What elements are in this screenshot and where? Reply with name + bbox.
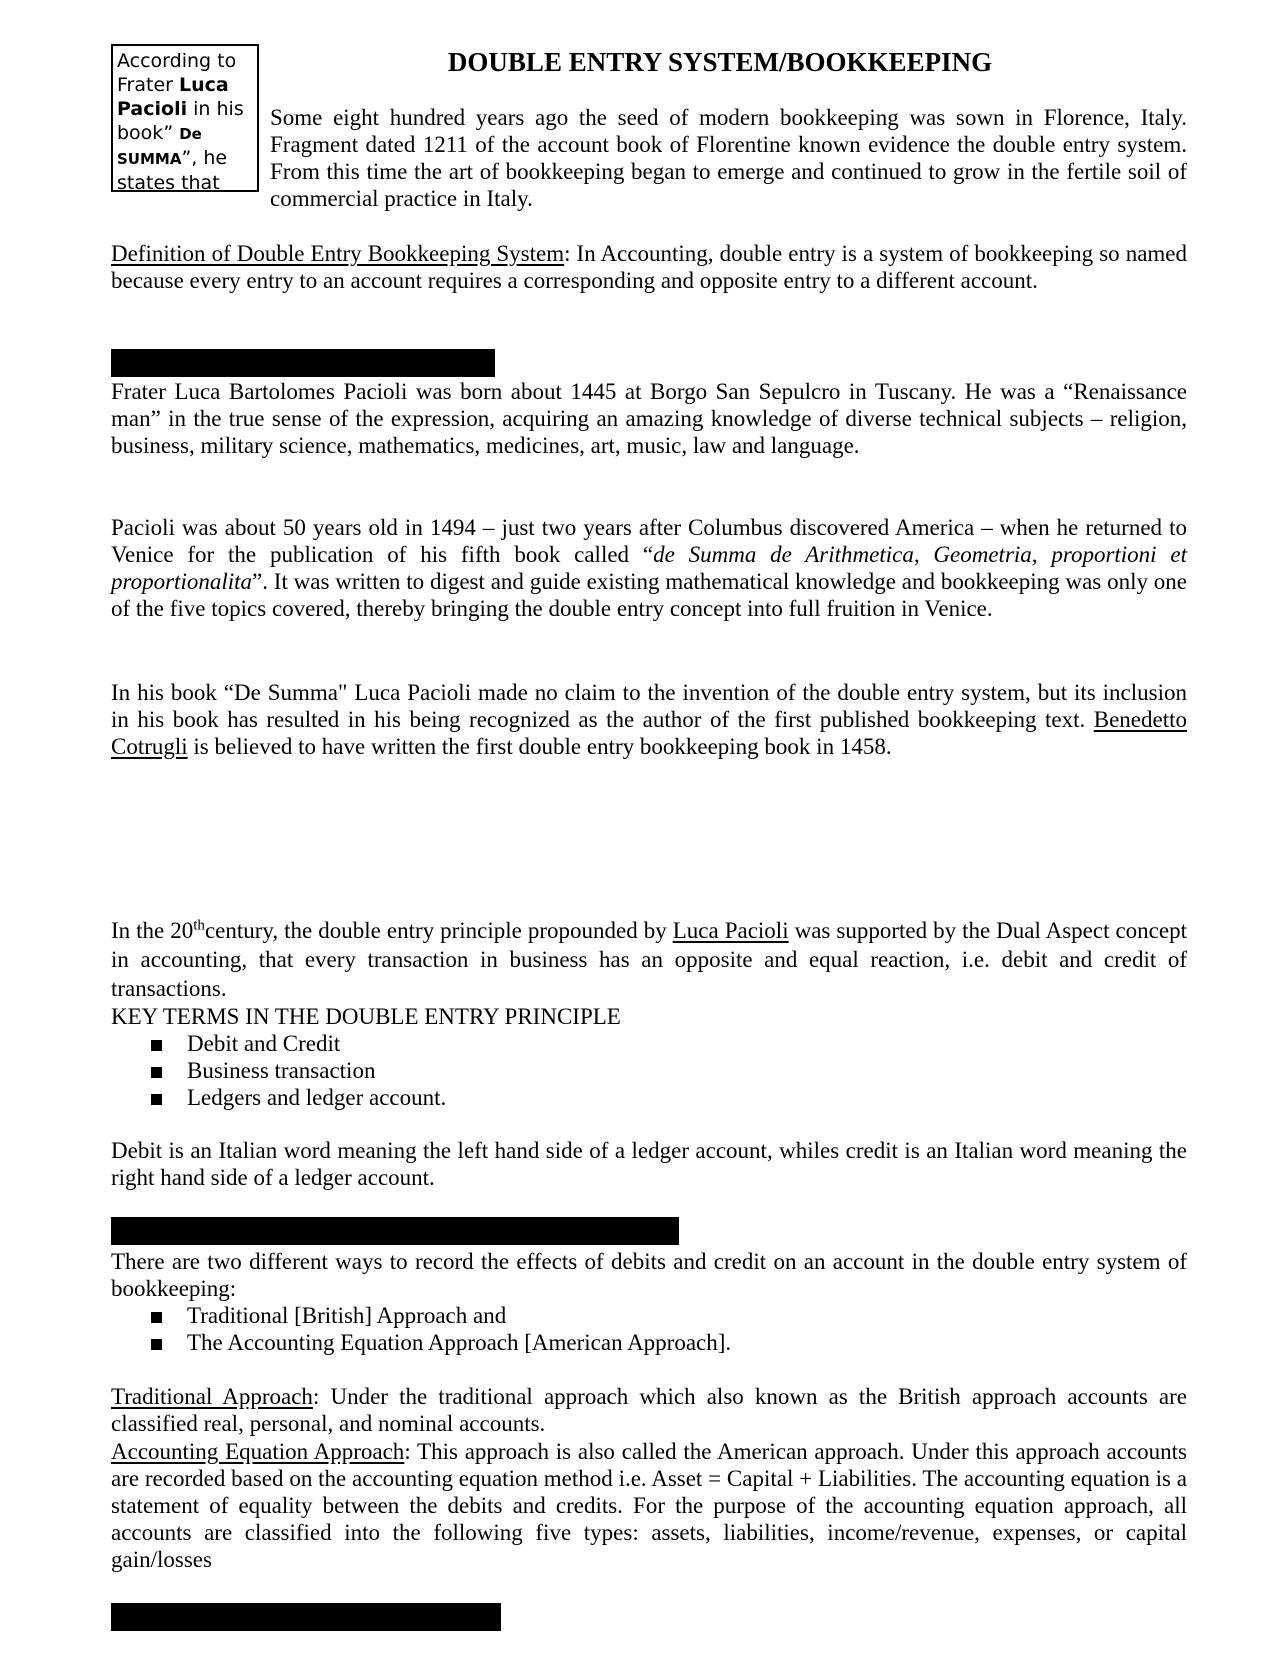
note-name: Luca Pacioli <box>117 74 229 120</box>
definition-term: Definition of Double Entry Bookkeeping System <box>111 241 565 266</box>
equation-text: : This approach is also called the American approach. Under this approach accounts are recorded based on the accounting equation method i.e. Asset = Capital + Liabilities. The accounting equation is a statement of equality between the debits and credits. For the purpose of the accounting equation approach, all accounts are classified into the following five types: assets, liabilities, income/revenue, expenses, or capital gain/losses <box>111 1439 1187 1572</box>
list-item: Ledgers and ledger account. <box>111 1084 1187 1111</box>
traditional-term: Traditional Approach <box>111 1384 313 1409</box>
definition-text: : In Accounting, double entry is a system of bookkeeping so named because every entry to an account requires a corresponding and opposite entry to a different account. <box>111 241 1187 293</box>
cotrugli-name: Benedetto Cotrugli <box>111 707 1187 759</box>
list-item: The Accounting Equation Approach [American Approach]. <box>111 1329 1187 1356</box>
page-title: DOUBLE ENTRY SYSTEM/BOOKKEEPING <box>447 47 993 77</box>
list-item: Traditional [British] Approach and <box>111 1302 1187 1329</box>
traditional-approach-paragraph <box>111 1383 1187 1437</box>
summa-text-after: ”. It was written to digest and guide existing mathematical knowledge and bookkeeping was only one of the five topics covered, thereby bringing the double entry concept into full fruition in Venice. <box>111 569 1187 621</box>
dual-aspect-paragraph <box>111 916 1187 1003</box>
key-terms-heading: KEY TERMS IN THE DOUBLE ENTRY PRINCIPLE <box>111 1004 621 1029</box>
century-sup: th <box>193 917 205 934</box>
cotrugli-paragraph <box>111 679 1187 760</box>
key-terms-list <box>111 1030 1187 1111</box>
century-text-b: century, the double entry principle propounded by <box>204 918 673 943</box>
century-text-c: was supported by the Dual Aspect concept in accounting, that every transaction in business has an opposite and equal reaction, i.e. debit and credit of transactions. <box>111 918 1187 1001</box>
note-text-3: ”, he states that <box>117 147 228 192</box>
redacted-heading <box>111 1603 501 1631</box>
cotrugli-text-before: In his book “De Summa" Luca Pacioli made no claim to the invention of the double entry system, but its inclusion in his book has resulted in his being recognized as the author of the first published bookkeeping text. <box>111 680 1187 732</box>
note-book: De SUMMA <box>117 125 202 168</box>
list-item: Business transaction <box>111 1057 1187 1084</box>
pacioli-bio-paragraph: Frater Luca Bartolomes Pacioli was born about 1445 at Borgo San Sepulcro in Tuscany. He was a “Renaissance man” in the true sense of the expression, acquiring an amazing knowledge of diverse technical subjects – religion, business, military science, mathematics, medicines, art, music, law and language. <box>111 379 1187 458</box>
note-text-1: According to Frater <box>117 50 237 96</box>
list-item: Debit and Credit <box>111 1030 1187 1057</box>
traditional-text: : Under the traditional approach which also known as the British approach accounts are classified real, personal, and nominal accounts. <box>111 1384 1188 1436</box>
summa-book-title: de Summa de Arithmetica, Geometria, proportioni et proportionalita <box>111 542 1187 594</box>
two-ways-paragraph: There are two different ways to record the effects of debits and credit on an account in the double entry system of bookkeeping: <box>111 1249 1187 1301</box>
summa-text-before: Pacioli was about 50 years old in 1494 – just two years after Columbus discovered America – when he returned to Venice for the publication of his fifth book called “ <box>111 515 1187 567</box>
equation-approach-paragraph <box>111 1438 1187 1573</box>
redacted-heading <box>111 349 495 377</box>
redacted-heading <box>111 1217 679 1245</box>
cotrugli-text-after: is believed to have written the first double entry bookkeeping book in 1458. <box>187 734 892 759</box>
note-text-2: in his book” <box>117 98 244 144</box>
definition-paragraph <box>111 240 1187 294</box>
summa-paragraph <box>111 514 1187 622</box>
equation-term: Accounting Equation Approach <box>111 1439 405 1464</box>
pacioli-note-box <box>111 44 259 192</box>
approach-list <box>111 1302 1187 1356</box>
century-text-a: In the 20 <box>111 918 194 943</box>
pacioli-name: Luca Pacioli <box>672 918 789 943</box>
debit-paragraph: Debit is an Italian word meaning the left hand side of a ledger account, whiles credit is an Italian word meaning the right hand side of a ledger account. <box>111 1138 1187 1190</box>
intro-paragraph: Some eight hundred years ago the seed of modern bookkeeping was sown in Florence, Italy. Fragment dated 1211 of the account book of Florentine known evidence the double entry system. From this time the art of bookkeeping began to emerge and continued to grow in the fertile soil of commercial practice in Italy. <box>270 105 1187 211</box>
